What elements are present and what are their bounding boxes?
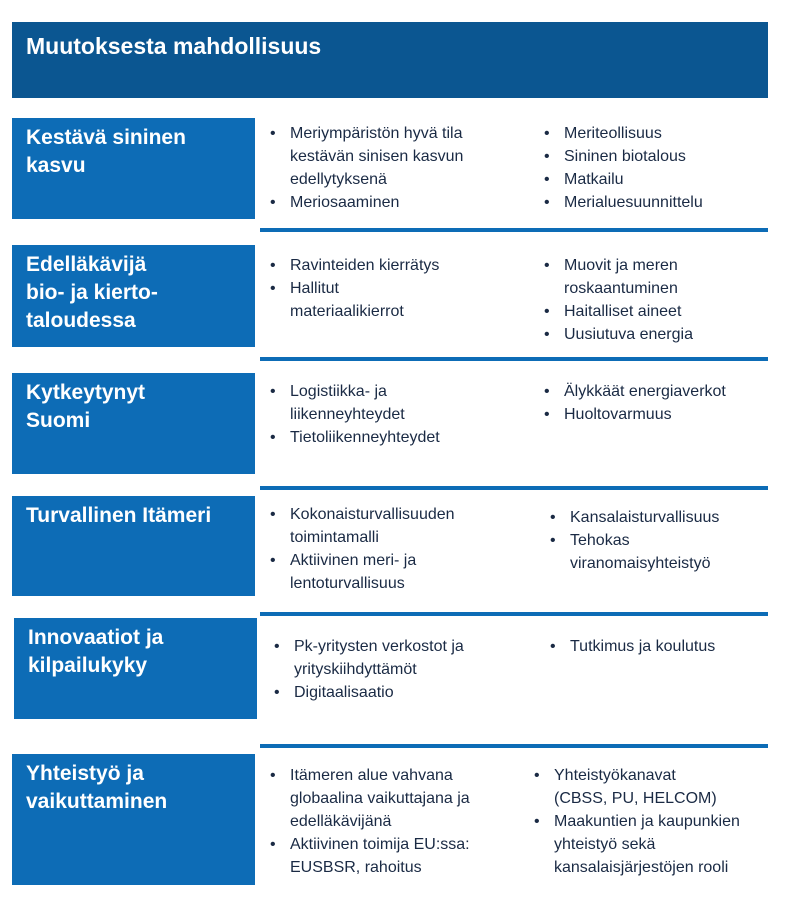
list-item: • Tehokas viranomaisyhteistyö bbox=[546, 529, 780, 575]
list-item: • Maakuntien ja kaupunkien yhteistyö sekä kansalaisjärjestöjen rooli bbox=[530, 810, 788, 879]
section-label: Edelläkävijä bio- ja kierto- taloudessa bbox=[26, 253, 158, 332]
section-list-right bbox=[546, 635, 780, 658]
list-item: • Aktiivinen meri- ja lentoturvallisuus bbox=[266, 549, 526, 595]
list-item: • Meriosaaminen bbox=[266, 191, 516, 214]
section-divider bbox=[260, 744, 768, 748]
list-item: • Logistiikka- ja liikenneyhteydet bbox=[266, 380, 516, 426]
section-list-left bbox=[270, 635, 530, 704]
list-item: • Meriympäristön hyvä tila kestävän sinisen kasvun edellytyksenä bbox=[266, 122, 516, 191]
section-label-box bbox=[12, 496, 255, 596]
list-item: • Digitaalisaatio bbox=[270, 681, 530, 704]
list-item: • Haitalliset aineet bbox=[540, 300, 780, 323]
section-list-left bbox=[266, 122, 516, 214]
section-list-left bbox=[266, 764, 526, 879]
list-item: • Ravinteiden kierrätys bbox=[266, 254, 516, 277]
list-item: • Matkailu bbox=[540, 168, 780, 191]
list-item: • Yhteistyökanavat (CBSS, PU, HELCOM) bbox=[530, 764, 788, 810]
page-title: Muutoksesta mahdollisuus bbox=[26, 33, 322, 59]
section-divider bbox=[260, 486, 768, 490]
list-item: • Merialuesuunnittelu bbox=[540, 191, 780, 214]
list-item: • Itämeren alue vahvana globaalina vaikuttajana ja edelläkävijänä bbox=[266, 764, 526, 833]
section-list-left bbox=[266, 503, 526, 595]
section-label-box bbox=[12, 118, 255, 219]
list-item: • Aktiivinen toimija EU:ssa: EUSBSR, rahoitus bbox=[266, 833, 526, 879]
list-item: • Älykkäät energiaverkot bbox=[540, 380, 780, 403]
list-item: • Pk-yritysten verkostot ja yrityskiihdyttämöt bbox=[270, 635, 530, 681]
list-item: • Meriteollisuus bbox=[540, 122, 780, 145]
list-item: • Kansalaisturvallisuus bbox=[546, 506, 780, 529]
section-list-right bbox=[530, 764, 788, 879]
section-list-left bbox=[266, 380, 516, 449]
section-label-box bbox=[12, 245, 255, 347]
section-label: Turvallinen Itämeri bbox=[26, 504, 212, 527]
section-label: Kestävä sininen kasvu bbox=[26, 126, 186, 177]
section-list-right bbox=[540, 380, 780, 426]
list-item: • Huoltovarmuus bbox=[540, 403, 780, 426]
section-list-left bbox=[266, 254, 516, 323]
section-label-box bbox=[12, 373, 255, 474]
header-banner bbox=[12, 22, 768, 98]
list-item: • Uusiutuva energia bbox=[540, 323, 780, 346]
list-item: • Sininen biotalous bbox=[540, 145, 780, 168]
list-item: • Tietoliikenneyhteydet bbox=[266, 426, 516, 449]
list-item: • Hallitut materiaalikierrot bbox=[266, 277, 516, 323]
section-label-box bbox=[14, 618, 257, 719]
section-divider bbox=[260, 228, 768, 232]
section-list-right bbox=[540, 122, 780, 214]
section-divider bbox=[260, 357, 768, 361]
section-label: Innovaatiot ja kilpailukyky bbox=[28, 626, 164, 677]
list-item: • Muovit ja meren roskaantuminen bbox=[540, 254, 780, 300]
section-divider bbox=[260, 612, 768, 616]
list-item: • Tutkimus ja koulutus bbox=[546, 635, 780, 658]
list-item: • Kokonaisturvallisuuden toimintamalli bbox=[266, 503, 526, 549]
section-label-box bbox=[12, 754, 255, 885]
section-list-right bbox=[546, 506, 780, 575]
section-list-right bbox=[540, 254, 780, 346]
section-label: Kytkeytynyt Suomi bbox=[26, 381, 146, 432]
section-label: Yhteistyö ja vaikuttaminen bbox=[26, 762, 168, 813]
